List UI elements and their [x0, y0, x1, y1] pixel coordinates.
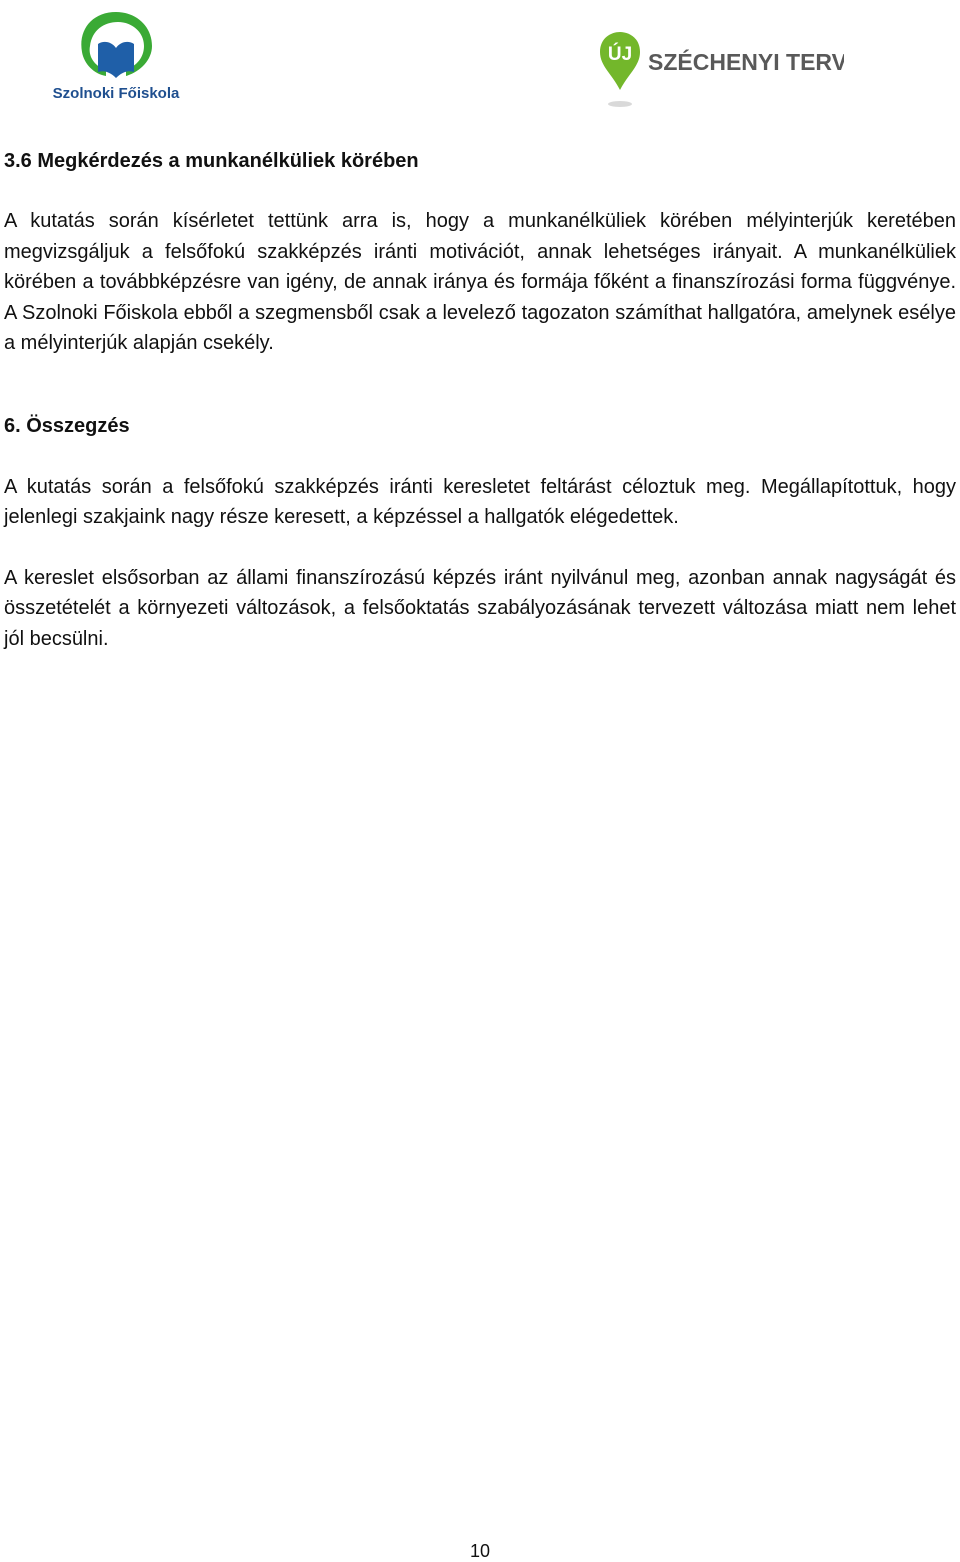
section-6-heading: 6. Összegzés [4, 414, 130, 437]
section-3-6-paragraph: A kutatás során kísérletet tettünk arra is, hogy a munkanélküliek körében mélyinterjúk keretében megvizsgáljuk a felsőfokú szakképzés iránti motivációt, annak lehetséges irányait. A munkanélküliek körében a továbbképzésre van igény, de annak iránya és formája főként a finanszírozási forma függvénye. A Szolnoki Főiskola ebből a szegmensből csak a levelező tagozaton számíthat hallgatóra, amelynek esélye a mélyinterjúk alapján csekély. [4, 210, 956, 354]
szechenyi-terv-logo-text: SZÉCHENYI TERV [648, 49, 844, 75]
page-number: 10 [469, 1541, 491, 1561]
szechenyi-terv-prefix: ÚJ [607, 44, 633, 65]
section-6-paragraph-1: A kutatás során a felsőfokú szakképzés iránti keresletet feltárást céloztuk meg. Megállapítottuk, hogy jelenlegi szakjaink nagy része keresett, a képzéssel a hallgatók elégedettek. [4, 475, 956, 528]
page-header [0, 0, 960, 120]
szolnoki-foiskola-logo-text: Szolnoki Főiskola [52, 85, 180, 102]
szechenyi-terv-logo-icon [594, 30, 844, 114]
szolnoki-foiskola-logo [46, 8, 186, 104]
szolnoki-foiskola-logo-icon [46, 8, 186, 104]
section-3-6-heading: 3.6 Megkérdezés a munkanélküliek körében [4, 150, 419, 172]
section-6-paragraph-2: A kereslet elsősorban az állami finanszírozású képzés iránt nyilvánul meg, azonban annak nagyságát és összetételét a környezeti változások, a felsőoktatás szabályozásának tervezett változása miatt nem lehet jól becsülni. [4, 566, 956, 650]
document-body [4, 146, 956, 654]
szechenyi-terv-logo [594, 30, 844, 114]
